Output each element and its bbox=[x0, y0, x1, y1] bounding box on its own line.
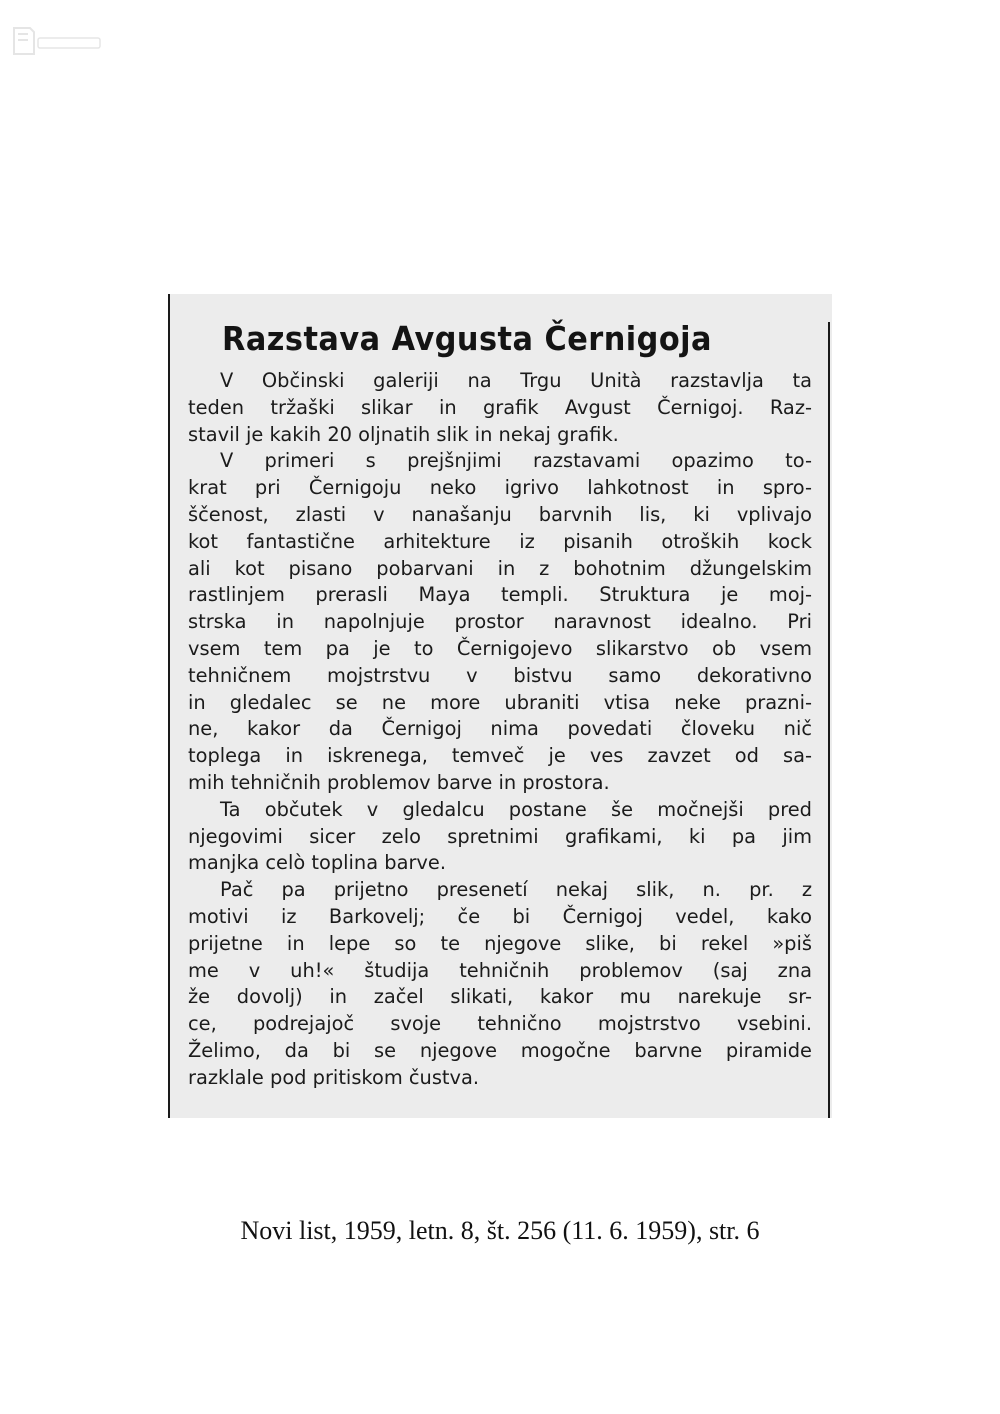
newspaper-clipping bbox=[168, 294, 832, 1118]
article-line: strska in napolnjuje prostor naravnost idealno. Pri bbox=[188, 610, 812, 634]
article-line: ne, kakor da Černigoj nima povedati človeku nič bbox=[188, 717, 812, 741]
column-rule-right bbox=[828, 322, 830, 1118]
article-line: teden tržaški slikar in grafik Avgust Černigoj. Raz- bbox=[188, 395, 812, 419]
article-line: prijetne in lepe so te njegove slike, bi rekel »piš bbox=[188, 931, 812, 955]
article-line: mih tehničnih problemov barve in prostora. bbox=[188, 770, 610, 794]
article-line: kot fantastične arhitekture iz pisanih otroških kock bbox=[188, 529, 812, 553]
article-line: ščenost, zlasti v nanašanju barvnih lis, ki vplivajo bbox=[188, 502, 812, 526]
article-line: stavil je kakih 20 oljnatih slik in nekaj grafik. bbox=[188, 422, 619, 446]
article-line: vsem tem pa je to Černigojevo slikarstvo ob vsem bbox=[188, 636, 812, 660]
article-line: manjka celò toplina barve. bbox=[188, 851, 447, 875]
article-line: ali kot pisano pobarvani in z bohotnim džungelskim bbox=[188, 556, 812, 580]
article-line: krat pri Černigoju neko igrivo lahkotnost in spro- bbox=[188, 476, 812, 500]
article-headline: Razstava Avgusta Černigoja bbox=[222, 319, 712, 358]
article-paragraph bbox=[182, 797, 818, 877]
article-body bbox=[182, 368, 818, 1092]
article-paragraph bbox=[182, 448, 818, 796]
article-line: Ta občutek v gledalcu postane še močnejši pred bbox=[220, 797, 812, 821]
article-line: njegovimi sicer zelo spretnimi grafikami, ki pa jim bbox=[188, 824, 812, 848]
article-paragraph bbox=[182, 877, 818, 1091]
article-line: tehničnem mojstrstvu v bistvu samo dekorativno bbox=[188, 663, 812, 687]
article-line: V Občinski galeriji na Trgu Unità razstavlja ta bbox=[220, 369, 812, 392]
article-line: rastlinjem prerasli Maya templi. Struktura je moj- bbox=[188, 583, 812, 607]
column-rule-left bbox=[168, 294, 170, 1118]
article-line: motivi iz Barkovelj; če bi Černigoj vedel, kako bbox=[188, 904, 812, 928]
article-line: me v uh!« študija tehničnih problemov (saj zna bbox=[188, 958, 812, 982]
watermark-logo-icon bbox=[10, 20, 110, 60]
article-line: in gledalec se ne more ubraniti vtisa neke prazni- bbox=[188, 690, 812, 714]
article-line: ce, podrejajoč svoje tehnično mojstrstvo vsebini. bbox=[188, 1012, 812, 1036]
article-line: razklale pod pritiskom čustva. bbox=[188, 1065, 480, 1089]
article-line: že dovolj) in začel slikati, kakor mu narekuje sr- bbox=[188, 985, 812, 1009]
article-paragraph bbox=[182, 368, 818, 448]
article-line: V primeri s prejšnjimi razstavami opazimo to- bbox=[220, 449, 812, 473]
article-line: Pač pa prijetno presenetí nekaj slik, n. pr. z bbox=[220, 878, 812, 902]
article-line: Želimo, da bi se njegove mogočne barvne piramide bbox=[188, 1038, 812, 1062]
source-caption: Novi list, 1959, letn. 8, št. 256 (11. 6. 1959), str. 6 bbox=[240, 1216, 760, 1245]
article-line: toplega in iskrenega, temveč je ves zavzet od sa- bbox=[188, 744, 812, 768]
